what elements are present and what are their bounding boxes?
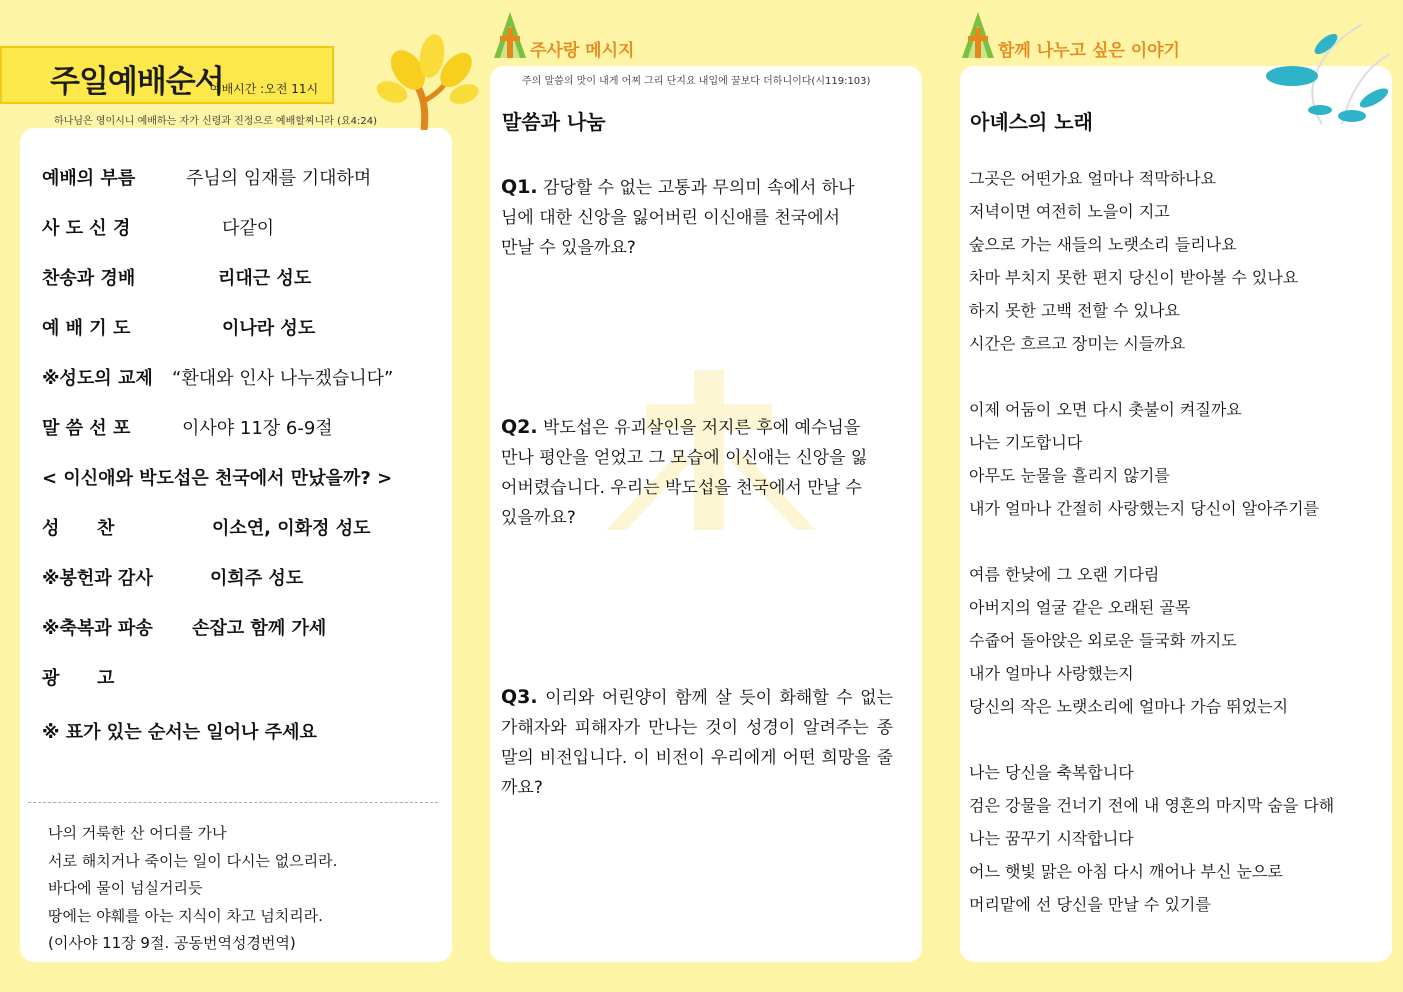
lyric-line: 내가 얼마나 간절히 사랑했는지 당신이 알아주기를 [969, 499, 1320, 518]
story-heading: 아녜스의 노래 [970, 110, 1093, 134]
lyric-line: 나는 당신을 축복합니다 [969, 763, 1134, 782]
subtitle-verse: 하나님은 영이시니 예배하는 자가 신령과 진정으로 예배할찌니라 (요4:24) [54, 116, 377, 127]
sermon-title: < 이신애와 박도섭은 천국에서 만났을까? > [42, 468, 393, 489]
standing-note: ※ 표가 있는 순서는 일어나 주세요 [42, 722, 317, 743]
order-row: 광 고 [42, 668, 115, 689]
lyric-line: 아버지의 얼굴 같은 오래된 골목 [969, 598, 1191, 617]
lyric-line: 내가 얼마나 사랑했는지 [969, 664, 1134, 683]
lyric-line: 하지 못한 고백 전할 수 있나요 [969, 301, 1180, 320]
question-2: Q2. 박도섭은 유괴살인을 저지른 후에 예수님을 만나 평안을 얻었고 그 모습에 이신애는 신앙을 잃어버렸습니다. 우리는 박도섭을 천국에서 만날 수 있을까요? [501, 416, 868, 528]
section-title-story: 함께 나누고 싶은 이야기 [998, 41, 1180, 61]
lyric-line: 당신의 작은 노랫소리에 얼마나 가슴 뛰었는지 [969, 697, 1289, 716]
order-row: 성 찬 이소연, 이화정 성도 [42, 518, 371, 539]
lyric-line: 그곳은 어떤가요 얼마나 적막하나요 [969, 169, 1217, 188]
lyric-line: 나는 꿈꾸기 시작합니다 [969, 829, 1134, 848]
order-row: 예배의 부름 주님의 임재를 기대하며 [42, 168, 372, 189]
question-3: Q3. 이리와 어린양이 함께 살 듯이 화해할 수 없는 가해자와 피해자가 만나는 것이 성경이 알려주는 종말의 비전입니다. 이 비전이 우리에게 어떤 희망을 줄까요? [501, 686, 893, 798]
lyric-line: 수줍어 돌아앉은 외로운 들국화 까지도 [969, 631, 1237, 650]
scripture-verse: 나의 거룩한 산 어디를 가나 서로 해치거나 죽이는 일이 다시는 없으리라. 바다에 물이 넘실거리듯 땅에는 야훼를 아는 지식이 차고 넘치리라. (이사야 11장 9절. 공동번역성경번역) [48, 824, 338, 952]
order-row: 말 씀 선 포 이사야 11장 6-9절 [42, 418, 333, 439]
lyric-line: 나는 기도합니다 [969, 433, 1083, 452]
lyric-line: 아무도 눈물을 흘리지 않기를 [969, 466, 1170, 485]
lyric-line: 숲으로 가는 새들의 노랫소리 들리나요 [969, 235, 1237, 254]
page-title: 주일예배순서 [50, 64, 224, 100]
question-1: Q1. 감당할 수 없는 고통과 무의미 속에서 하나님에 대한 신앙을 잃어버린 이신애를 천국에서 만날 수 있을까요? [501, 176, 855, 258]
section-title-message: 주사랑 메시지 [530, 41, 635, 61]
leaf-ornament-icon [1262, 14, 1392, 130]
order-row: ※성도의 교제 “환대와 인사 나누겠습니다” [42, 368, 394, 389]
order-row: ※봉헌과 감사 이희주 성도 [42, 568, 304, 589]
lyric-line: 시간은 흐르고 장미는 시들까요 [969, 334, 1186, 353]
tree-icon [364, 30, 482, 130]
order-row: 예 배 기 도 이나라 성도 [42, 318, 316, 339]
message-heading: 말씀과 나눔 [502, 110, 606, 134]
service-time: 예배시간 :오전 11시 [210, 82, 319, 96]
cross-icon [492, 10, 528, 60]
lyric-line: 여름 한낮에 그 오랜 기다림 [969, 565, 1160, 584]
lyric-line: 이제 어둠이 오면 다시 촛불이 켜질까요 [969, 400, 1242, 419]
order-row: ※축복과 파송 손잡고 함께 가세 [42, 618, 327, 639]
lyric-line: 머리맡에 선 당신을 만날 수 있기를 [969, 895, 1211, 914]
order-row: 찬송과 경배 리대근 성도 [42, 268, 312, 289]
order-row: 사 도 신 경 다같이 [42, 218, 275, 239]
lyric-line: 어느 햇빛 맑은 아침 다시 깨어나 부신 눈으로 [969, 862, 1283, 881]
cross-icon [960, 10, 996, 60]
song-lyrics [969, 162, 1334, 921]
lyric-line: 검은 강물을 건너기 전에 내 영혼의 마지막 숨을 다해 [969, 796, 1335, 815]
title-banner [0, 46, 334, 104]
lyric-line: 차마 부치지 못한 편지 당신이 받아볼 수 있나요 [969, 268, 1299, 287]
header-quote: 주의 말씀의 맛이 내게 어찌 그리 단지요 내입에 꿀보다 더하니이다(시119:103) [522, 76, 871, 87]
lyric-line: 저녁이면 여전히 노을이 지고 [969, 202, 1170, 221]
divider [28, 802, 438, 803]
